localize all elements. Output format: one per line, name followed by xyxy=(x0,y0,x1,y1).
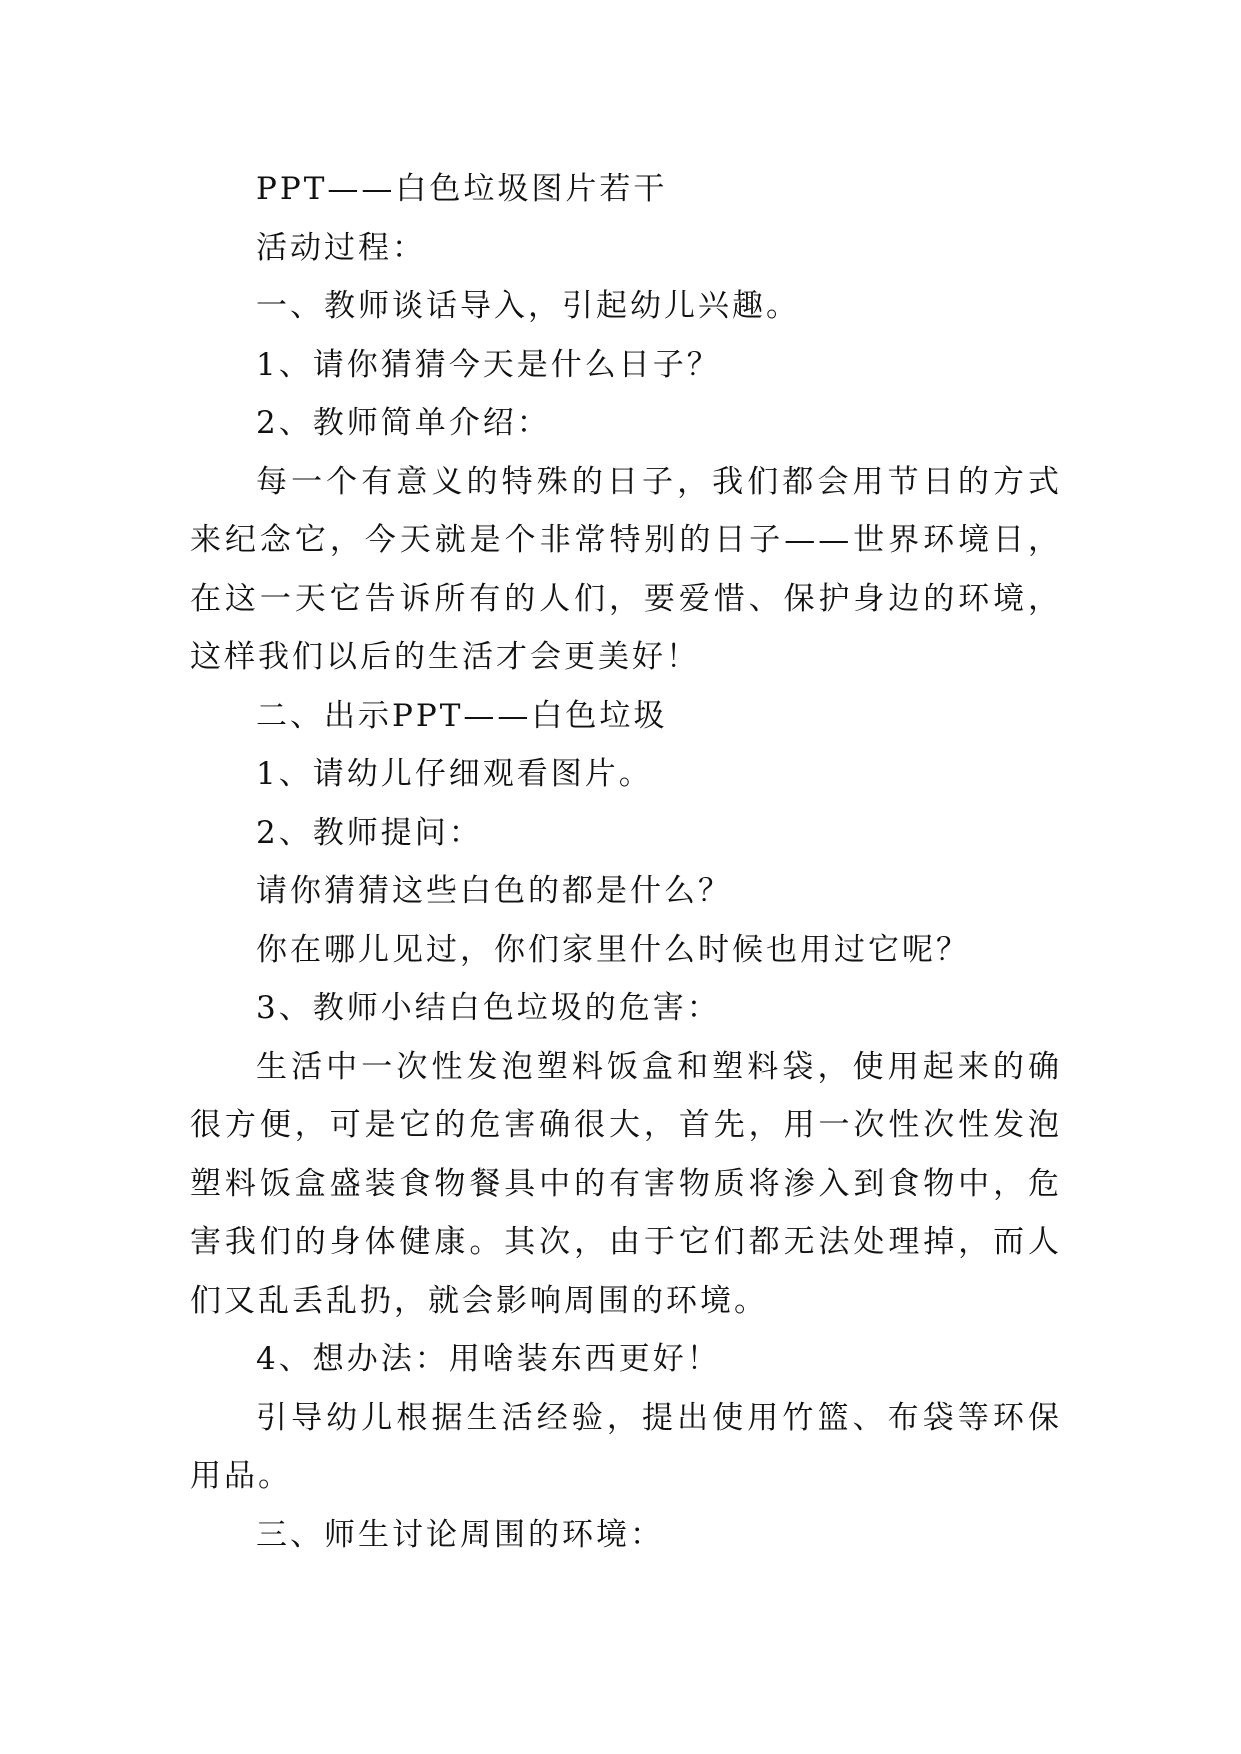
paragraph-body: 生活中一次性发泡塑料饭盒和塑料袋，使用起来的确很方便，可是它的危害确很大，首先，用一次性次性发泡塑料饭盒盛装食物餐具中的有害物质将渗入到食物中，危害我们的身体健康。其次，由于它们都无法处理掉，而人们又乱丢乱扔，就会影响周围的环境。 xyxy=(190,1048,1062,1319)
paragraph-question: 请你猜猜这些白色的都是什么？ xyxy=(256,873,732,909)
paragraph-item: 3、教师小结白色垃圾的危害： xyxy=(256,990,721,1026)
paragraph-section-1-heading: 一、教师谈话导入，引起幼儿兴趣。 xyxy=(256,288,800,324)
paragraph-item: 1、请幼儿仔细观看图片。 xyxy=(256,756,653,792)
paragraph-body: 每一个有意义的特殊的日子，我们都会用节日的方式来纪念它，今天就是个非常特别的日子——世界环境日，在这一天它告诉所有的人们，要爱惜、保护身边的环境，这样我们以后的生活才会更美好！ xyxy=(190,463,1062,675)
paragraph-materials: PPT——白色垃圾图片若干 xyxy=(256,171,668,207)
paragraph-body: 引导幼儿根据生活经验，提出使用竹篮、布袋等环保用品。 xyxy=(190,1399,1062,1494)
paragraph-item: 2、教师简单介绍： xyxy=(256,405,551,441)
paragraph-activity-process-heading: 活动过程： xyxy=(256,229,426,266)
paragraph-section-2-heading: 二、出示PPT——白色垃圾 xyxy=(256,697,668,734)
document-body xyxy=(190,160,1062,1564)
paragraph-section-3-heading: 三、师生讨论周围的环境： xyxy=(256,1516,664,1553)
paragraph-item: 2、教师提问： xyxy=(256,814,483,851)
paragraph-question: 你在哪儿见过，你们家里什么时候也用过它呢？ xyxy=(256,931,970,968)
paragraph-item: 4、想办法：用啥装东西更好！ xyxy=(256,1341,721,1377)
paragraph-item: 1、请你猜猜今天是什么日子？ xyxy=(256,346,721,383)
